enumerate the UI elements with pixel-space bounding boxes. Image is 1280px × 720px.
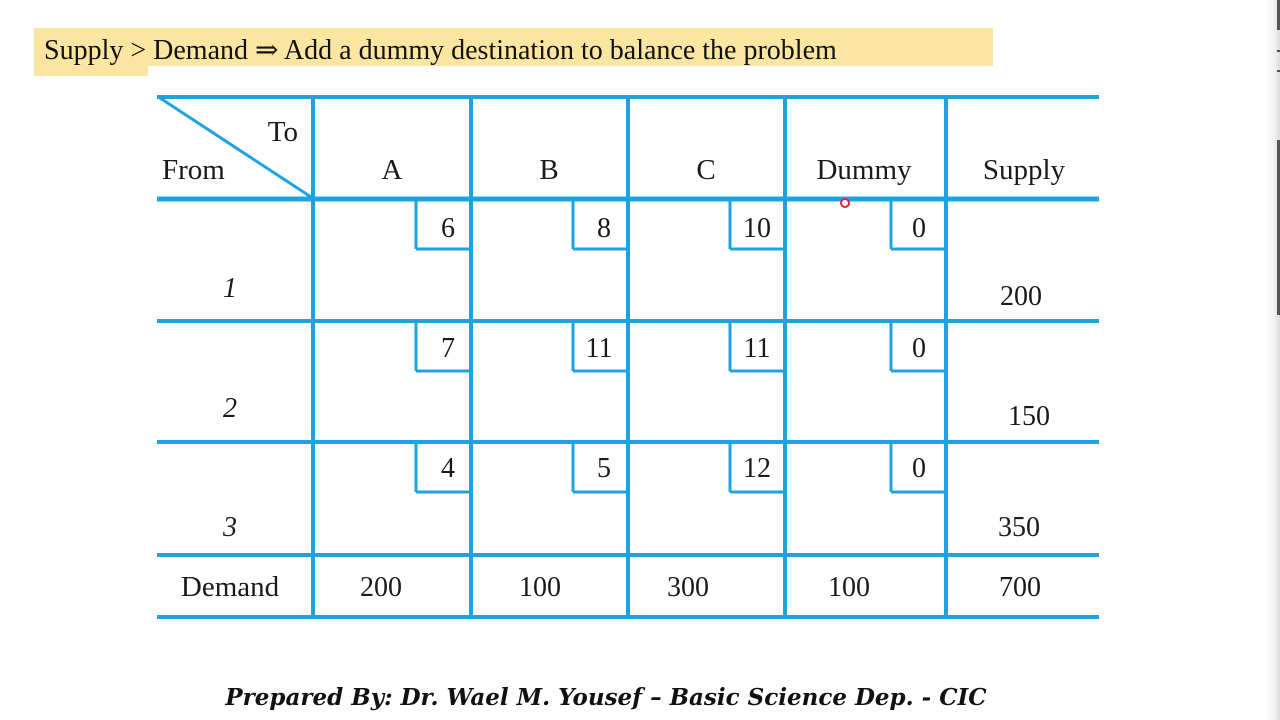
demand-c: 300 [667,572,709,603]
cost-3-a: 4 [441,453,455,484]
supply-1: 200 [1000,281,1042,312]
cost-2-a: 7 [441,333,455,364]
row-label-1: 1 [223,273,237,304]
row-label-3: 3 [223,512,237,543]
cost-1-dummy: 0 [912,213,926,244]
cost-1-c: 10 [743,213,771,244]
tableau-grid [157,97,1099,617]
column-header-c: C [696,154,716,186]
demand-dummy: 100 [828,572,870,603]
column-header-a: A [381,154,403,186]
corner-to-label: To [267,116,298,148]
row-label-2: 2 [223,393,237,424]
column-header-supply: Supply [982,154,1066,186]
supply-2: 150 [1008,401,1050,432]
cost-3-c: 12 [743,453,771,484]
corner-from-label: From [162,154,225,186]
cost-boxes [416,199,946,492]
cost-1-b: 8 [597,213,611,244]
cost-2-dummy: 0 [912,333,926,364]
cost-3-dummy: 0 [912,453,926,484]
total-supply-demand: 700 [999,572,1041,603]
demand-a: 200 [360,572,402,603]
cost-2-c: 11 [743,333,771,364]
cost-3-b: 5 [597,453,611,484]
column-header-dummy: Dummy [816,154,912,186]
column-header-b: B [539,154,559,186]
demand-label: Demand [180,571,280,603]
cost-1-a: 6 [441,213,455,244]
laser-pointer-dot [840,198,850,208]
demand-b: 100 [519,572,561,603]
cost-2-b: 11 [585,333,613,364]
footer-credit: Prepared By: Dr. Wael M. Yousef – Basic Science Dep. - CIC [225,684,987,711]
supply-3: 350 [998,512,1040,543]
heading-text: Supply > Demand ⇒ Add a dummy destination to balance the problem [44,35,837,66]
